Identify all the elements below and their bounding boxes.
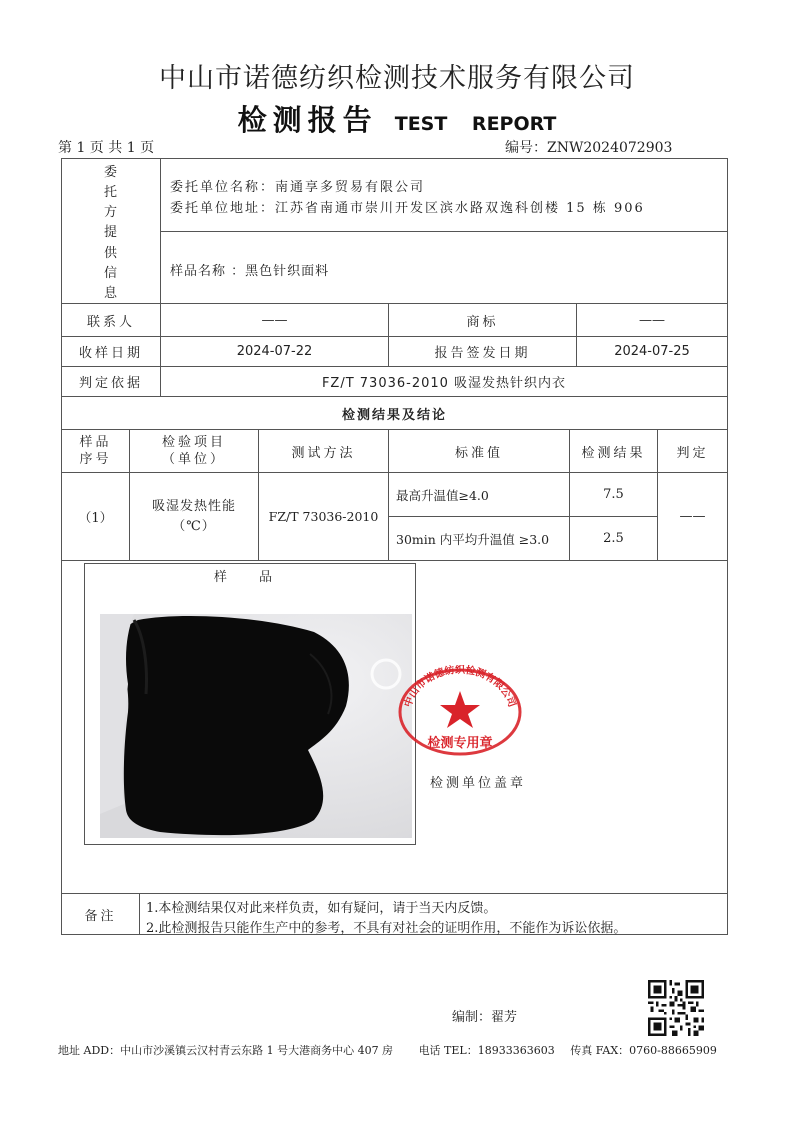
- header-sample-no-line1: 样品: [79, 435, 112, 450]
- report-number: 编号：ZNW2024072903: [505, 140, 673, 156]
- received-date-label: 收样日期: [78, 346, 143, 361]
- client-label-char: 信: [103, 266, 117, 282]
- row-sample-no: （1）: [78, 511, 113, 526]
- row-standard-2: 30min 内平均升温值 ≥3.0: [396, 531, 550, 547]
- report-title-en: TEST REPORT: [394, 113, 557, 135]
- issued-date-label: 报告签发日期: [434, 346, 531, 361]
- report-title: [0, 98, 794, 139]
- trademark-value: ——: [639, 312, 665, 328]
- row-result-2: 2.5: [603, 531, 624, 546]
- fabric-image: [100, 614, 412, 838]
- footer: [58, 1042, 717, 1058]
- basis-label: 判定依据: [78, 376, 143, 391]
- contact-label: 联系人: [86, 314, 135, 330]
- header-standard: 标准值: [454, 445, 503, 461]
- trademark-label: 商标: [466, 314, 499, 330]
- star-icon: [440, 691, 480, 728]
- client-name: 委托单位名称：南通享多贸易有限公司: [170, 180, 426, 195]
- client-section-label: [62, 160, 159, 302]
- client-label-char: 供: [103, 245, 117, 261]
- official-seal: [396, 665, 524, 757]
- header-sample-no-line2: 序号: [79, 452, 112, 467]
- remark-line-1: 1.本检测结果仅对此来样负责，如有疑问，请于当天内反馈。: [146, 901, 497, 916]
- client-label-char: 息: [103, 286, 117, 302]
- row-item-line1: 吸湿发热性能: [151, 498, 236, 514]
- row-item: [130, 473, 258, 560]
- header-result: 检测结果: [581, 445, 646, 461]
- results-section-title: 检测结果及结论: [341, 407, 447, 423]
- sample-name: 样品名称 ：黑色针织面料: [170, 264, 330, 279]
- received-date-value: 2024-07-22: [236, 344, 313, 359]
- client-label-char: 托: [103, 184, 117, 200]
- remark-line-2: 2.此检测报告只能作生产中的参考，不具有对社会的证明作用，不能作为诉讼依据。: [146, 921, 627, 936]
- header-item-line1: 检验项目: [161, 435, 226, 450]
- client-label-char: 方: [103, 205, 117, 221]
- contact-value: ——: [261, 312, 288, 328]
- footer-fax: 传真 FAX：0760-88665909: [570, 1044, 717, 1057]
- sample-label: 样 品: [213, 570, 287, 585]
- seal-label: 检测单位盖章: [430, 776, 527, 791]
- header-item-line2: （单位）: [161, 452, 226, 467]
- page-info: 第 1 页 共 1 页: [58, 140, 155, 156]
- header-item: [130, 430, 258, 472]
- row-method: FZ/T 73036-2010: [268, 509, 379, 524]
- report-title-cn: 检测报告: [237, 103, 378, 137]
- footer-address: 地址 ADD：中山市沙溪镇云汉村青云东路 1 号大港商务中心 407 房: [58, 1044, 394, 1057]
- qr-code-icon: [648, 980, 704, 1036]
- client-label-char: 提: [103, 225, 117, 241]
- row-item-line2: （℃）: [172, 518, 216, 534]
- header-method: 测试方法: [291, 445, 356, 461]
- company-name: 中山市诺德纺织检测技术服务有限公司: [159, 63, 635, 94]
- row-result-1: 7.5: [603, 487, 624, 502]
- sample-photo: [100, 614, 412, 838]
- header-judgement: 判定: [676, 445, 709, 461]
- row-judgement: ——: [679, 509, 706, 524]
- issued-date-value: 2024-07-25: [614, 344, 690, 359]
- remarks-label: 备注: [84, 909, 117, 924]
- client-address: 委托单位地址：江苏省南通市崇川开发区滨水路双逸科创楼 15 栋 906: [170, 201, 645, 216]
- header-sample-no: [62, 430, 129, 472]
- seal-bottom-text: 检测专用章: [427, 736, 493, 751]
- client-label-char: 委: [103, 164, 117, 180]
- editor: 编制：翟芳: [452, 1010, 518, 1025]
- row-standard-1: 最高升温值≥4.0: [396, 487, 489, 503]
- seal-top-text: 中山市诺德纺织检测有限公司: [402, 665, 518, 709]
- basis-value: FZ/T 73036-2010 吸湿发热针织内衣: [321, 376, 567, 391]
- footer-tel: 电话 TEL：18933363603: [418, 1044, 555, 1057]
